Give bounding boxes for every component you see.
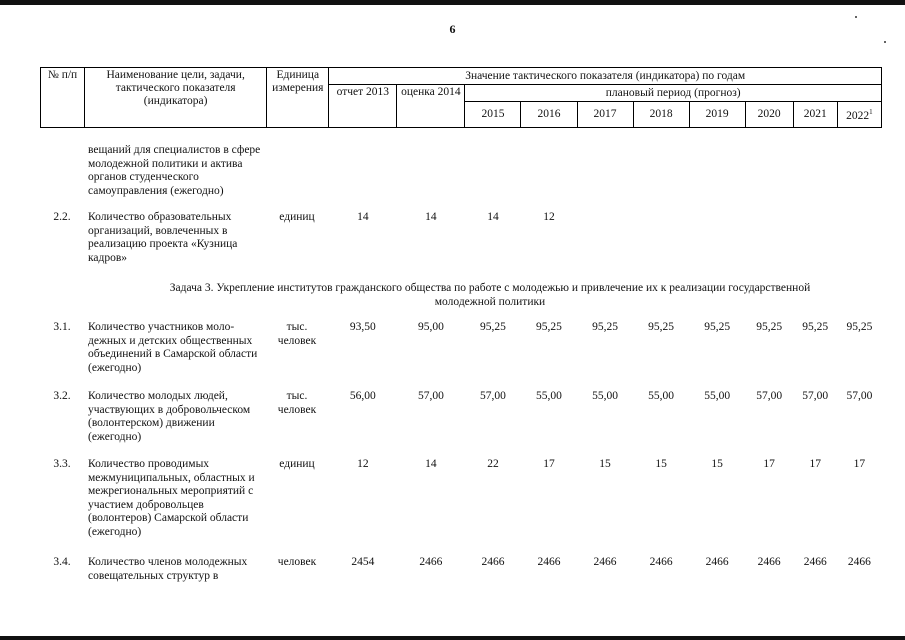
header-name: Наименование цели, задачи, тактического показателя (индикатора) xyxy=(85,68,267,128)
scan-edge-top xyxy=(0,0,905,5)
row-unit: единиц xyxy=(279,211,315,223)
table-header xyxy=(40,67,882,128)
row-value: 2466 xyxy=(757,556,781,568)
header-year: 2019 xyxy=(689,102,745,128)
row-value: 14 xyxy=(425,211,437,223)
row-value: 57,00 xyxy=(802,390,829,402)
row-value: 57,00 xyxy=(417,390,444,402)
task-3-heading: Задача 3. Укрепление институтов гражданского общества по работе с молодежью и привлечение их к реализации государственной молодежной политики xyxy=(169,282,811,308)
row-value: 95,25 xyxy=(846,321,873,333)
header-num: № п/п xyxy=(41,68,85,128)
footnote-marker: 1 xyxy=(869,108,873,117)
header-year: 2015 xyxy=(465,102,521,128)
header-year: 2016 xyxy=(521,102,577,128)
row-value: 93,50 xyxy=(349,321,376,333)
row-value: 55,00 xyxy=(536,390,562,402)
header-year: 2020 xyxy=(745,102,793,128)
header-year-label: 2022 xyxy=(846,109,870,122)
row-value: 2454 xyxy=(351,556,375,568)
row-value: 95,25 xyxy=(592,321,618,333)
row-unit: человек xyxy=(277,556,317,568)
row-value: 55,00 xyxy=(648,390,675,402)
row-value: 12 xyxy=(357,458,369,470)
row-value: 2466 xyxy=(593,556,617,568)
row-value: 15 xyxy=(599,458,611,470)
row-value: 57,00 xyxy=(480,390,506,402)
row-value: 15 xyxy=(655,458,667,470)
row-value: 2466 xyxy=(481,556,505,568)
scan-speck xyxy=(884,41,886,43)
scan-edge-bottom xyxy=(0,636,905,640)
row-value: 57,00 xyxy=(846,390,873,402)
row-number: 3.3. xyxy=(53,458,71,470)
header-planned-period: плановый период (прогноз) xyxy=(465,85,882,102)
row-value: 95,25 xyxy=(704,321,731,333)
row-name: Количество образовательных организаций, вовлеченных в реализацию проекта «Кузница кадров» xyxy=(88,211,238,264)
row-value: 15 xyxy=(711,458,723,470)
row-value: 17 xyxy=(543,458,555,470)
header-year: 2018 xyxy=(633,102,689,128)
row-value: 2466 xyxy=(705,556,729,568)
row-value: 2466 xyxy=(537,556,561,568)
page-number: 6 xyxy=(449,22,456,36)
header-values-group: Значение тактического показателя (индикатора) по годам xyxy=(329,68,882,85)
row-value: 55,00 xyxy=(592,390,618,402)
row-value: 95,25 xyxy=(802,321,829,333)
row-name: Количество членов молодежных совещательных структур в xyxy=(88,556,248,582)
row-value: 57,00 xyxy=(756,390,783,402)
row-value: 12 xyxy=(543,211,555,223)
row-value: 2466 xyxy=(803,556,827,568)
row-value: 14 xyxy=(425,458,437,470)
row-value: 95,25 xyxy=(480,321,506,333)
row-value: 95,00 xyxy=(417,321,444,333)
header-year: 2021 xyxy=(793,102,837,128)
header-report-2013: отчет 2013 xyxy=(329,85,397,128)
row-value: 95,25 xyxy=(648,321,675,333)
row-value: 2466 xyxy=(419,556,443,568)
row-unit: единиц xyxy=(279,458,315,470)
row-number: 3.4. xyxy=(53,556,71,568)
row-name: вещаний для специалистов в сфере молодежной политики и актива органов студенческого самоуправления (ежегодно) xyxy=(88,144,261,197)
row-value: 17 xyxy=(763,458,775,470)
header-estimate-2014: оценка 2014 xyxy=(397,85,465,128)
row-value: 55,00 xyxy=(704,390,731,402)
header-unit: Единица измерения xyxy=(267,68,329,128)
header-year: 2017 xyxy=(577,102,633,128)
row-number: 3.1. xyxy=(53,321,71,333)
row-value: 14 xyxy=(487,211,499,223)
row-name: Количество участников моло-дежных и детских общественных объединений в Самарской области (ежегодно) xyxy=(88,321,258,374)
row-value: 95,25 xyxy=(756,321,783,333)
row-value: 2466 xyxy=(847,556,871,568)
row-value: 2466 xyxy=(649,556,673,568)
row-value: 56,00 xyxy=(349,390,376,402)
row-unit: тыс. человек xyxy=(277,390,317,416)
row-value: 22 xyxy=(487,458,499,470)
scan-speck xyxy=(855,16,857,18)
header-year-2022 xyxy=(837,102,881,128)
row-name: Количество проводимых межмуниципальных, областных и межрегиональных мероприятий с участием добровольцев (волонтеров) Самарской области (ежегодно) xyxy=(88,458,255,538)
row-value: 14 xyxy=(357,211,369,223)
row-number: 3.2. xyxy=(53,390,71,402)
row-unit: тыс. человек xyxy=(277,321,317,347)
row-name: Количество молодых людей, участвующих в добровольческом (волонтерском) движении (ежегодно) xyxy=(88,390,251,443)
row-value: 17 xyxy=(853,458,866,470)
row-number: 2.2. xyxy=(53,211,71,223)
row-value: 95,25 xyxy=(536,321,562,333)
row-value: 17 xyxy=(809,458,821,470)
